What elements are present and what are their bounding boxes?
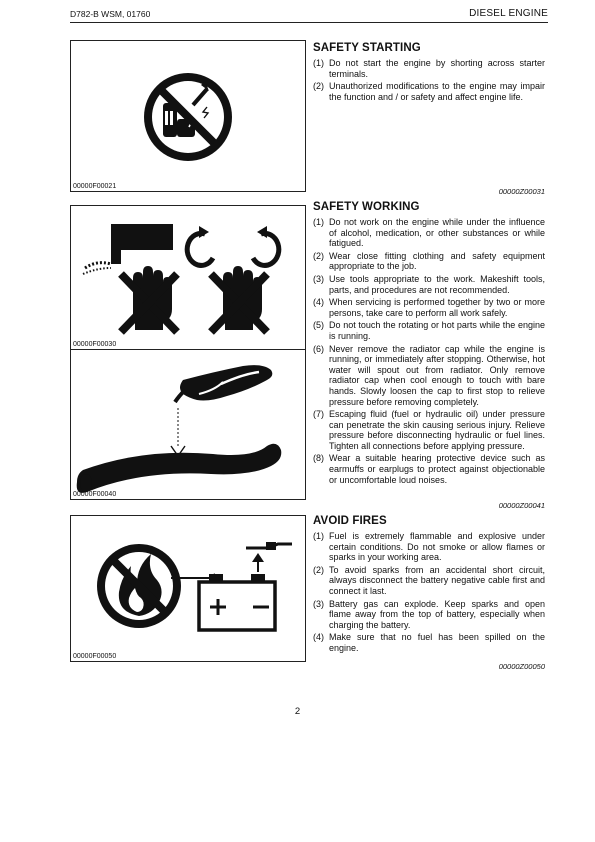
list-item: (7) Escaping fluid (fuel or hydraulic oil) under pressure can penetrate the skin causing serious injury. Relieve pressure before disconnecting hydraulic or fuel lines. Tighten all connections before applying pressure. (313, 409, 545, 451)
figure-code: 00000F00040 (73, 491, 117, 498)
section-code: 00000Z00031 (498, 187, 545, 196)
figure-code: 00000F00050 (73, 653, 117, 660)
list-item: (2) To avoid sparks from an accidental short circuit, always disconnect the battery negative cable first and connect it last. (313, 564, 545, 596)
list-item: (5) Do not touch the rotating or hot parts while the engine is running. (313, 320, 545, 341)
no-flame-battery-icon (71, 516, 305, 661)
figure-safety-starting (70, 40, 306, 192)
list-item: (3) Use tools appropriate to the work. Makeshift tools, parts, and procedures are not recommended. (313, 273, 545, 295)
page-header (70, 8, 548, 23)
section-title: SAFETY WORKING (313, 201, 420, 213)
list-item: (8) Wear a suitable hearing protective device such as earmuffs or earplugs to protect against objectionable or uncomfortable loud noises. (313, 453, 545, 485)
figure-code: 00000F00030 (73, 341, 117, 348)
section-safety-starting (313, 42, 545, 104)
list-item: (2) Unauthorized modifications to the engine may impair the function and / or safety and affect engine life. (313, 81, 545, 102)
item-list (313, 531, 545, 654)
figure-avoid-fires (70, 515, 306, 662)
list-item: (1) Do not start the engine by shorting across starter terminals. (313, 58, 545, 79)
list-item: (1) Do not work on the engine while under the influence of alcohol, medication, or other substances or while fatigued. (313, 217, 545, 249)
page-number: 2 (294, 706, 301, 717)
section-title: AVOID FIRES (313, 515, 387, 527)
list-item: (6) Never remove the radiator cap while the engine is running, or immediately after stopping. Otherwise, hot water will spout out from radiator. Only remove radiator cap when cool enough to touch with bare hands. Slowly loosen the cap to first stop to relieve pressure before removing completely. (313, 343, 545, 407)
hands-rotating-parts-icon (71, 206, 305, 349)
item-list (313, 217, 545, 485)
header-doc-id: D782-B WSM, 01760 (70, 9, 151, 19)
list-item: (3) Battery gas can explode. Keep sparks and open flame away from the top of battery, especially when charging the battery. (313, 598, 545, 630)
figure-safety-working-gloves (70, 205, 306, 350)
list-item: (1) Fuel is extremely flammable and explosive under certain conditions. Do not smoke or allow flames or sparks in your working area. (313, 531, 545, 563)
section-safety-working (313, 201, 545, 487)
figure-fluid-pressure (70, 349, 306, 500)
list-item: (4) When servicing is performed together by two or more persons, take care to perform all work safely. (313, 297, 545, 318)
section-code: 00000Z00050 (498, 662, 545, 671)
fluid-penetration-icon (71, 350, 305, 499)
section-code: 00000Z00041 (498, 501, 545, 510)
list-item: (4) Make sure that no fuel has been spilled on the engine. (313, 632, 545, 653)
no-shorting-starter-icon (71, 41, 305, 191)
item-list (313, 58, 545, 102)
section-title: SAFETY STARTING (313, 42, 421, 54)
header-chapter-title: DIESEL ENGINE (469, 8, 548, 19)
figure-code: 00000F00021 (73, 183, 117, 190)
section-avoid-fires (313, 515, 545, 656)
list-item: (2) Wear close fitting clothing and safety equipment appropriate to the job. (313, 250, 545, 272)
